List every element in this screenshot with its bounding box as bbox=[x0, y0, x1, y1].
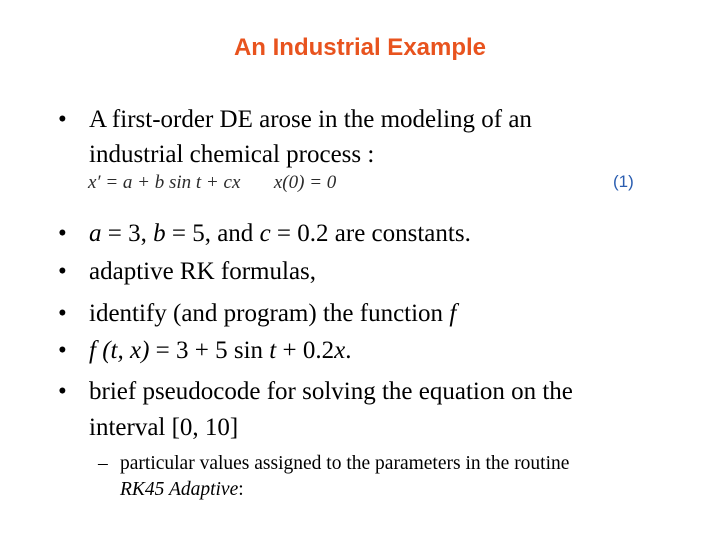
var-x: x bbox=[334, 337, 346, 364]
equation-number: (1) bbox=[613, 172, 634, 191]
var-b: b bbox=[153, 220, 166, 247]
slide-title: An Industrial Example bbox=[233, 34, 487, 61]
var-t: t bbox=[269, 337, 277, 364]
bullet-glyph: • bbox=[58, 300, 67, 327]
constants-part: = 0.2 are constants. bbox=[270, 220, 471, 247]
sub-bullet-line-1: particular values assigned to the parameters in the routine bbox=[120, 453, 570, 474]
pseudocode-line-1: brief pseudocode for solving the equation on the bbox=[89, 378, 573, 405]
bullet-glyph: • bbox=[58, 220, 67, 247]
equation bbox=[88, 172, 634, 194]
func-f: f (t, x) bbox=[89, 337, 150, 364]
pseudocode-line-2: interval [0, 10] bbox=[89, 414, 239, 441]
bullet-glyph: • bbox=[58, 378, 67, 405]
routine-colon: : bbox=[238, 479, 244, 500]
identify-part: identify (and program) the function bbox=[89, 300, 450, 327]
bullet-glyph: • bbox=[58, 258, 67, 285]
function-part: = 3 + 5 sin bbox=[149, 337, 270, 364]
var-a: a bbox=[89, 220, 102, 247]
function-part: + 0.2 bbox=[276, 337, 335, 364]
var-c: c bbox=[259, 220, 271, 247]
constants-text bbox=[89, 216, 471, 251]
sub-bullet-line-2 bbox=[120, 476, 244, 504]
var-f: f bbox=[449, 300, 457, 327]
bullet-glyph: • bbox=[58, 337, 67, 364]
intro-line-1: A first-order DE arose in the modeling of an bbox=[89, 106, 532, 133]
adaptive-rk-text: adaptive RK formulas, bbox=[89, 258, 317, 285]
equation-initial-condition: x(0) = 0 bbox=[273, 172, 337, 193]
constants-part: = 3, bbox=[101, 220, 154, 247]
bullet-glyph: • bbox=[58, 106, 67, 133]
intro-line-2: industrial chemical process : bbox=[89, 141, 375, 168]
equation-lhs: x′ = a + b sin t + cx bbox=[88, 172, 241, 193]
identify-text bbox=[89, 296, 456, 331]
constants-part: = 5, and bbox=[165, 220, 260, 247]
function-definition-text bbox=[89, 333, 351, 368]
function-part: . bbox=[345, 337, 352, 364]
routine-name: RK45 Adaptive bbox=[120, 479, 239, 500]
dash-glyph: – bbox=[98, 453, 108, 474]
